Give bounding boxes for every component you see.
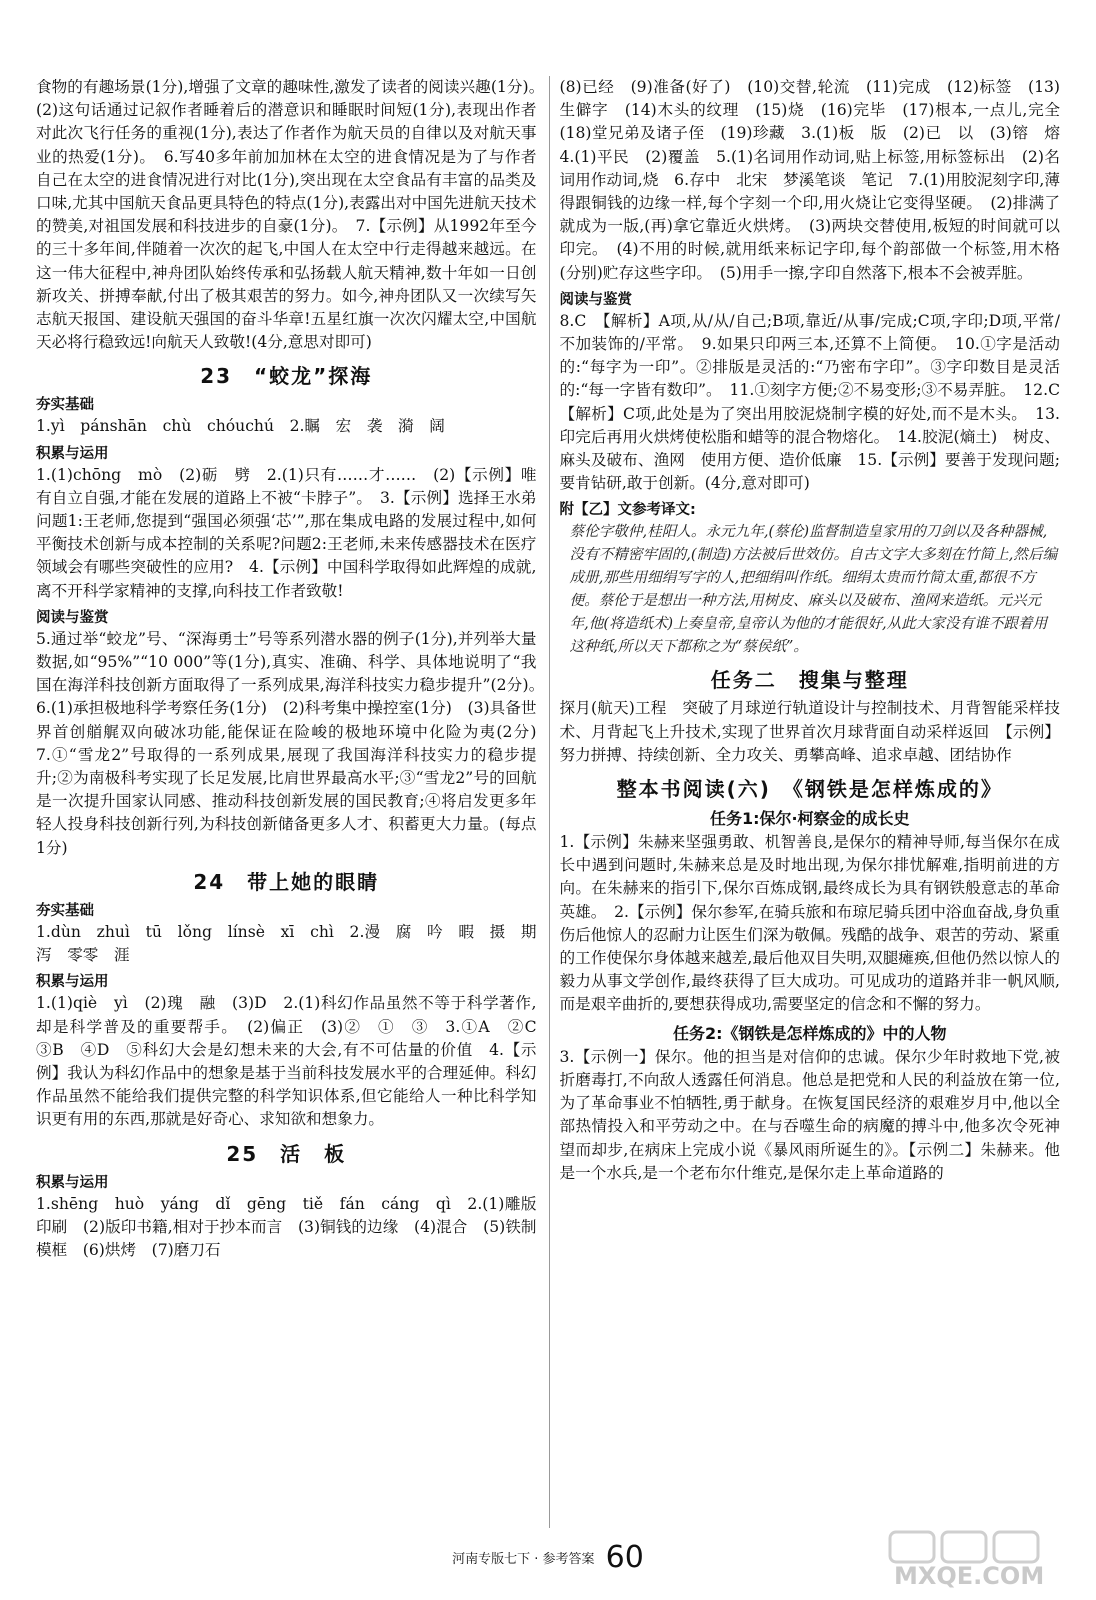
answer-paragraph: 食物的有趣场景(1分),增强了文章的趣味性,激发了读者的阅读兴趣(1分)。 (2)这句话通过记叙作者睡着后的潜意识和睡眠时间短(1分),表现出作者对此次飞行任务的重视(1分),表达了作者作为航天员的自律以及对航天事业的热爱(1分)。 6.写40多年前加加林在太空的进食情况是为了与作者自己在太空的进食情况进行对比(1分),突出现在太空食品有丰富的品类及口味,尤其中国航天食品更具特色的特点(1分),表露出对中国先进航天技术的赞美,对祖国发展和科技进步的自豪(1分)。 7.【示例】从1992年至今的三十多年间,伴随着一次次的起飞,中国人在太空中行走得越来越远。在这一伟大征程中,神舟团队始终传承和弘扬载人航天精神,数十年如一日创新攻关、拼搏奉献,付出了极其艰苦的努力。如今,神舟团队又一次续写矢志航天报国、建设航天强国的奋斗华章!五星红旗一次次闪耀太空,中国航天必将行稳致远!向航天人致敬!(4分,意思对即可) [36,78,553,352]
right-column [549,76,1076,1528]
answer-paragraph: 1.yì pánshān chù chóuchú 2.瞩 宏 袭 漪 阔 [36,417,445,436]
answer-paragraph: 3.【示例一】保尔。他的担当是对信仰的忠诚。保尔少年时救地下党,被折磨毒打,不向敌人透露任何消息。他总是把党和人民的利益放在第一位,为了革命事业不怕牺牲,勇于献身。在恢复国民经济的艰难岁月中,他以全部热情投入和平劳动之中。在与吞噬生命的病魔的搏斗中,他多次令死神望而却步,在病床上完成小说《暴风雨所诞生的》。【示例二】朱赫来。他是一个水兵,是一个老布尔什维克,是保尔走上革命道路的 [559,1047,1060,1182]
section-heading: 23 “蛟龙”探海 [200,364,373,389]
subsection-label: 积累与运用 [36,445,109,462]
answer-paragraph: 5.通过举“蛟龙”号、“深海勇士”号等系列潜水器的例子(1分),并列举大量数据,如“95%”“10 000”等(1分),真实、准确、科学、具体地说明了“我国在海洋科技创新方面取得了一系列成果,海洋科技实力稳步提升”(2分)。 6.(1)承担极地科学考察任务(1分) (2)科考集中操控室(1分) (3)具备世界首创艏艉双向破冰功能,能保证在险峻的极地环境中化险为夷(2分) 7.①“雪龙2”号取得的一系列成果,展现了我国海洋科技实力的稳步提升;②为南极科考实现了长足发展,比肩世界最高水平;③“雪龙2”号的回航是一次提升国家认同感、推动科技创新发展的国民教育;④将启发更多年轻人投身科技创新行列,为科技创新储备更多人才、积蓄更大力量。(每点1分) [36,629,553,857]
two-column-body [36,76,1076,1528]
subsection-label: 积累与运用 [36,974,109,991]
section-heading: 任务二 搜集与整理 [710,668,909,693]
footer-label: 河南专版七下 · 参考答案 [452,1552,595,1567]
answer-paragraph: 1.shēng huò yáng dǐ gēng tiě fán cáng qì 2.(1)雕版印刷 (2)版印书籍,相对于抄本而言 (3)铜钱的边缘 (4)混合 (5)铁制模框 (6)烘烤 (7)磨刀石 [36,1194,537,1259]
svg-text:MXQE.COM: MXQE.COM [894,1562,1045,1590]
section-heading: 整本书阅读(六) 《钢铁是怎样炼成的》 [616,777,1003,802]
subsection-label: 阅读与鉴赏 [36,609,109,626]
section-heading: 25 活 板 [226,1141,347,1166]
answer-paragraph: 1.【示例】朱赫来坚强勇敢、机智善良,是保尔的精神导师,每当保尔在成长中遇到问题时,朱赫来总是及时地出现,为保尔排忧解难,指明前进的方向。在朱赫来的指引下,保尔百炼成钢,最终成长为具有钢铁般意志的革命英雄。 2.【示例】保尔参军,在骑兵旅和布琼尼骑兵团中浴血奋战,身负重伤后他惊人的忍耐力让医生们深为敬佩。残酷的战争、艰苦的劳动、紧重的工作使保尔身体越来越差,最后他双目失明,双腿瘫痪,但他仍然以惊人的毅力从事文学创作,最终获得了巨大成功。可见成功的道路并非一帆风顺,而是艰辛曲折的,要想获得成功,需要坚定的信念和不懈的努力。 [559,833,1060,1014]
answer-paragraph: 1.(1)chōng mò (2)砺 劈 2.(1)只有……才…… (2)【示例】唯有自立自强,才能在发展的道路上不被“卡脖子”。 3.【示例】选择王水弟 问题1:王老师,您提到“强国必须强‘芯’”,那在集成电路的发展过程中,如何平衡技术创新与成本控制的关系呢?问题2:王老师,未来传感器技术在医疗领域会有哪些突破性的应用? 4.【示例】中国科学取得如此辉煌的成就,离不开科学家精神的支撑,向科技工作者致敬! [36,465,553,600]
answer-paragraph: 探月(航天)工程 突破了月球逆行轨道设计与控制技术、月背智能采样技术、月背起飞上升技术,实现了世界首次月球背面自动采样返回 【示例】努力拼搏、持续创新、全力攻关、勇攀高峰、追求卓越、团结协作 [559,699,1060,764]
section-heading: 24 带上她的眼睛 [193,869,380,894]
answer-paragraph: (8)已经 (9)准备(好了) (10)交替,轮流 (11)完成 (12)标签 (13)生僻字 (14)木头的纹理 (15)烧 (16)完毕 (17)根本,一点儿,完全 (18)堂兄弟及诸子侄 (19)珍藏 3.(1)板 版 (2)已 以 (3)镕 熔 4.(1)平民 (2)覆盖 5.(1)名词用作动词,贴上标签,用标签标出 (2)名词用作动词,烧 6.存中 北宋 梦溪笔谈 笔记 7.(1)用胶泥刻字印,薄得跟铜钱的边缘一样,每个字刻一个印,用火烧让它变得坚硬。 (2)排满了就成为一版,(再)拿它靠近火烘烤。 (3)两块交替使用,板短的时间就可以印完。 (4)不用的时候,就用纸来标记字印,每个韵部做一个标签,用木格(分别)贮存这些字印。 (5)用手一擦,字印自然落下,根本不会被弄脏。 [559,78,1076,282]
watermark-logo [886,1528,1056,1588]
subsection-label: 夯实基础 [36,902,94,919]
left-column [36,76,553,1528]
task-heading: 任务2:《钢铁是怎样炼成的》中的人物 [672,1023,947,1043]
subsection-label: 夯实基础 [36,397,94,414]
answer-paragraph: 1.dùn zhuì tū lǒng línsè xī chì 2.漫 腐 吟 暇 摄 期 泻 零零 涯 [36,922,553,965]
page-number: 60 [605,1540,644,1575]
translation-text: 蔡伦字敬仲,桂阳人。永元九年,(蔡伦)监督制造皇家用的刀剑以及各种器械,没有不精密牢固的,(制造)方法被后世效仿。自古文字大多刻在竹简上,然后编成册,那些用细绢写字的人,把细绢叫作纸。细绢太贵而竹简太重,都很不方便。蔡伦于是想出一种方法,用树皮、麻头以及破布、渔网来造纸。元兴元年,他(将造纸术)上奏皇帝,皇帝认为他的才能很好,从此大家没有谁不跟着用这种纸,所以天下都称之为“蔡侯纸”。 [569,523,1058,656]
subsection-label: 阅读与鉴赏 [559,291,632,308]
subsection-label: 附【乙】文参考译文: [559,502,696,519]
task-heading: 任务1:保尔·柯察金的成长史 [709,809,910,829]
answer-paragraph: 8.C 【解析】A项,从/从/自己;B项,靠近/从事/完成;C项,字印;D项,平常/不加装饰的/平常。 9.如果只印两三本,还算不上简便。 10.①字是活动的:“每字为一印”。②排版是灵活的:“乃密布字印”。③字印数目是灵活的:“每一字皆有数印”。 11.①刻字方便;②不易变形;③不易弄脏。 12.C 【解析】C项,此处是为了突出用胶泥烧制字模的好处,而不是木头。 13.印完后再用火烘烤使松脂和蜡等的混合物熔化。 14.胶泥(熵土) 树皮、麻头及破布、渔网 使用方便、造价低廉 15.【示例】要善于发现问题;要肯钻研,敢于创新。(4分,意对即可) [559,311,1076,493]
subsection-label: 积累与运用 [36,1174,109,1191]
answer-paragraph: 1.(1)qiè yì (2)瑰 融 (3)D 2.(1)科幻作品虽然不等于科学著作,却是科学普及的重要帮手。 (2)偏正 (3)② ① ③ 3.①A ②C ③B ④D ⑤科幻大会是幻想未来的大会,有不可估量的价值 4.【示例】我认为科幻作品中的想象是基于当前科技发展水平的合理延伸。科幻作品虽然不能给我们提供完整的科学知识体系,但它能给人一种比科学知识更有用的东西,那就是好奇心、求知欲和想象力。 [36,994,553,1129]
